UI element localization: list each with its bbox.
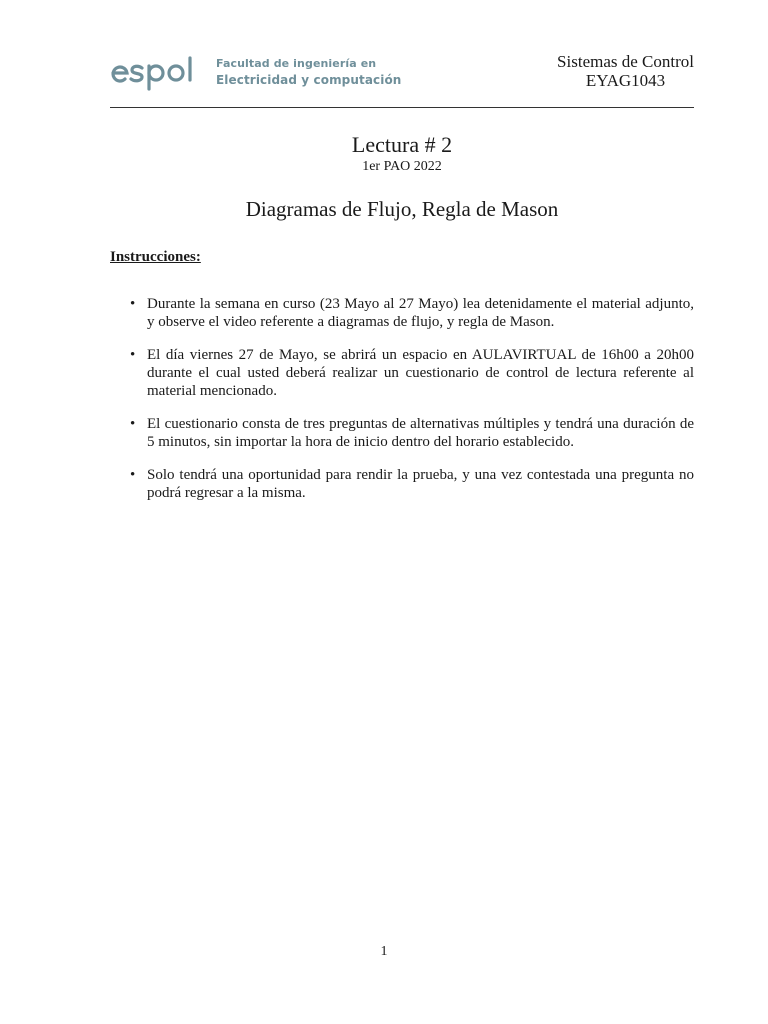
title-block xyxy=(110,132,694,222)
bullet-icon: • xyxy=(130,467,136,483)
header-divider xyxy=(110,107,694,108)
list-item-text: El cuestionario consta de tres preguntas de alternativas múltiples y tendrá una duración de 5 minutos, sin importar la hora de inicio dentro del horario establecido. xyxy=(147,416,694,450)
document-term: 1er PAO 2022 xyxy=(362,159,442,174)
course-name: Sistemas de Control xyxy=(557,52,694,71)
course-code: EYAG1043 xyxy=(585,71,666,90)
list-item xyxy=(110,466,694,502)
page-number: 1 xyxy=(380,944,388,959)
bullet-icon: • xyxy=(130,416,136,432)
bullet-icon: • xyxy=(130,296,136,312)
espol-logo xyxy=(110,50,401,94)
faculty-name-line1: Facultad de ingeniería en xyxy=(216,57,377,70)
page-header xyxy=(110,50,694,108)
course-info xyxy=(557,52,694,90)
instructions-list xyxy=(110,295,694,517)
faculty-name-line2: Electricidad y computación xyxy=(216,73,402,87)
list-item xyxy=(110,346,694,400)
list-item xyxy=(110,295,694,331)
document-title: Lectura # 2 xyxy=(351,132,453,157)
espol-logo-icon xyxy=(110,52,206,92)
document-subtitle: Diagramas de Flujo, Regla de Mason xyxy=(245,197,559,221)
faculty-name xyxy=(216,56,401,88)
instructions-heading: Instrucciones: xyxy=(110,249,201,265)
list-item-text: El día viernes 27 de Mayo, se abrirá un espacio en AULAVIRTUAL de 16h00 a 20h00 durante el cual usted deberá realizar un cuestionario de control de lectura referente al material mencionado. xyxy=(147,347,694,399)
list-item xyxy=(110,415,694,451)
bullet-icon: • xyxy=(130,347,136,363)
list-item-text: Solo tendrá una oportunidad para rendir la prueba, y una vez contestada una pregunta no podrá regresar a la misma. xyxy=(147,467,694,501)
list-item-text: Durante la semana en curso (23 Mayo al 27 Mayo) lea detenidamente el material adjunto, y observe el video referente a diagramas de flujo, y regla de Mason. xyxy=(147,296,694,330)
